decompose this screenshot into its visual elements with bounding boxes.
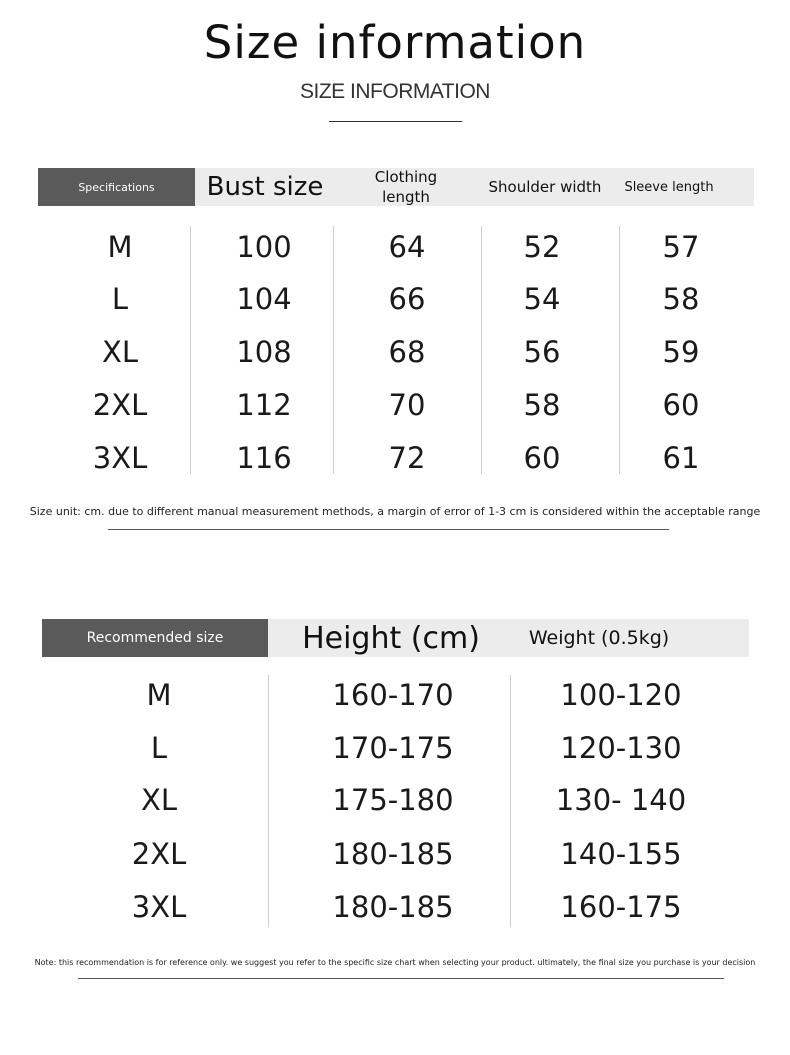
table-cell: 104	[236, 282, 292, 316]
table-cell: 54	[523, 282, 561, 316]
size-label-cell: 3XL	[92, 441, 148, 475]
column-divider	[481, 226, 482, 474]
title-divider	[329, 121, 462, 122]
table-cell: 116	[236, 441, 292, 475]
table-cell: 70	[388, 388, 426, 422]
table-cell: 120-130	[560, 731, 682, 765]
table-cell: 56	[523, 335, 561, 369]
table-cell: 108	[236, 335, 292, 369]
table-cell: 66	[388, 282, 426, 316]
table-cell: 140-155	[560, 837, 682, 871]
table-cell: 72	[388, 441, 426, 475]
column-divider	[333, 226, 334, 474]
table-cell: 130- 140	[555, 783, 687, 817]
specs-header-clothing-length: Clothing length	[374, 168, 438, 206]
page-title: Size information	[203, 16, 587, 69]
column-divider	[268, 675, 269, 927]
table-cell: 112	[236, 388, 292, 422]
table-cell: 100-120	[560, 678, 682, 712]
table-cell: 100	[236, 230, 292, 264]
specs-note-divider	[108, 529, 669, 530]
specs-note: Size unit: cm. due to different manual measurement methods, a margin of error of 1-3 cm is considered within the acceptable range	[29, 505, 761, 518]
specs-header-shoulder-width: Shoulder width	[488, 178, 602, 196]
table-cell: 180-185	[332, 890, 454, 924]
recommend-note: Note: this recommendation is for reference only. we suggest you refer to the specific size chart when selecting your product. ultimately, the final size you purchase is your decision	[34, 958, 756, 967]
table-cell: 60	[662, 388, 700, 422]
table-cell: 175-180	[332, 783, 454, 817]
table-cell: 58	[662, 282, 700, 316]
table-cell: 170-175	[332, 731, 454, 765]
table-cell: 59	[662, 335, 700, 369]
size-label-cell: L	[150, 731, 168, 765]
table-cell: 61	[662, 441, 700, 475]
table-cell: 52	[523, 230, 561, 264]
table-cell: 64	[388, 230, 426, 264]
table-cell: 60	[523, 441, 561, 475]
recommend-header-size: Recommended size	[42, 619, 268, 657]
size-label-cell: M	[146, 678, 172, 712]
specs-header-bust: Bust size	[206, 172, 324, 202]
recommend-header-weight: Weight (0.5kg)	[528, 627, 670, 649]
table-cell: 57	[662, 230, 700, 264]
size-label-cell: XL	[101, 335, 139, 369]
size-label-cell: L	[111, 282, 129, 316]
column-divider	[510, 675, 511, 927]
size-label-cell: XL	[140, 783, 178, 817]
table-cell: 68	[388, 335, 426, 369]
specs-header-sleeve-length: Sleeve length	[624, 179, 714, 195]
size-label-cell: 2XL	[131, 837, 187, 871]
table-cell: 160-170	[332, 678, 454, 712]
table-cell: 160-175	[560, 890, 682, 924]
table-cell: 180-185	[332, 837, 454, 871]
table-cell: 58	[523, 388, 561, 422]
specs-header-specifications: Specifications	[38, 168, 195, 206]
size-label-cell: M	[107, 230, 133, 264]
size-label-cell: 3XL	[131, 890, 187, 924]
column-divider	[619, 226, 620, 474]
column-divider	[190, 226, 191, 474]
size-label-cell: 2XL	[92, 388, 148, 422]
recommend-note-divider	[78, 978, 724, 979]
recommend-header-height: Height (cm)	[302, 620, 480, 656]
page-subtitle: SIZE INFORMATION	[300, 80, 490, 103]
